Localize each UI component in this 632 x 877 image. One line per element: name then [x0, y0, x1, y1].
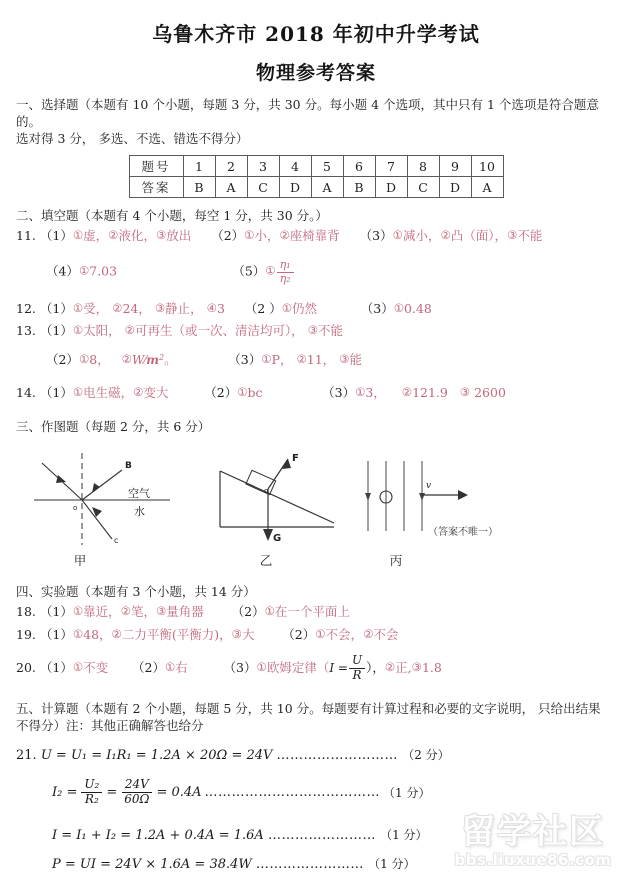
points-label: （1 分） — [383, 785, 431, 800]
circled-number-1-icon: ① — [78, 352, 90, 366]
question-number-12: 12. — [16, 301, 36, 316]
q14-part2-label: （2） — [204, 385, 238, 400]
q18-p2-a: 在一个平面上 — [274, 604, 350, 619]
q11-p4-a: 7.03 — [89, 263, 118, 279]
leader-dots: ………………………………… — [204, 784, 381, 800]
power-density-unit: $W⁄m^2$ — [131, 353, 165, 367]
leader-dots: ……………………… — [276, 748, 399, 763]
fraction-denominator: R — [352, 667, 362, 682]
q11-part2-label: （2） — [211, 228, 245, 243]
circled-number-2-icon: ② — [384, 659, 396, 674]
q13-part2-label: （2） — [45, 352, 79, 367]
q20-part1-label: （1） — [39, 659, 73, 675]
label-o: o — [73, 504, 78, 512]
q20-part2-label: （2） — [132, 659, 165, 675]
question-number-cell: 2 — [215, 156, 247, 177]
q21-expression-4: P = UI = 24V × 1.6A = 38.4W — [52, 856, 252, 872]
q19-p1-c: 大 — [241, 627, 255, 642]
fraction-numerator: η₁ — [277, 259, 294, 273]
q19-part2-label: （2） — [282, 627, 316, 642]
unit-denominator: m — [146, 353, 159, 367]
circled-number-2-icon: ② — [401, 385, 413, 399]
question-number-13: 13. — [16, 323, 36, 338]
q13-part1-label: （1） — [39, 323, 73, 338]
section-1-heading-line-1: 一、选择题（本题有 10 个小题，每题 3 分，共 30 分。每小题 4 个选项，其中只有 1 个选项是符合题意的。 — [16, 97, 599, 129]
ohms-law-close: ）， — [366, 659, 385, 675]
q19-p2-a: 不会， — [325, 627, 364, 642]
circled-number-1-icon: ① — [281, 301, 293, 315]
voltage-over-resistance-fraction — [81, 778, 102, 807]
answer-cell: A — [215, 177, 247, 198]
ohms-law-lhs: I = — [329, 660, 348, 675]
circled-number-2-icon: ② — [296, 352, 307, 366]
leader-dots: …………………… — [255, 856, 364, 872]
question-number-cell: 7 — [375, 156, 407, 177]
circled-number-1-icon: ① — [78, 263, 90, 278]
unit-numerator: W — [131, 353, 145, 367]
answer-line-q18 — [16, 602, 616, 621]
figure-bing-caption: 丙 — [389, 553, 403, 568]
figure-bing-note: （答案不唯一） — [428, 527, 498, 538]
circled-number-2-icon: ② — [363, 627, 374, 641]
q12-part3-label: （3） — [360, 301, 394, 316]
answer-line-q11-row1 — [16, 226, 616, 245]
circled-number-1-icon: ① — [72, 659, 84, 674]
q12-p1-c: 静止， — [165, 301, 203, 316]
circled-number-1-icon: ① — [264, 604, 275, 618]
points-label: （1 分） — [368, 856, 416, 871]
question-number-cell: 5 — [311, 156, 343, 177]
question-number-21: 21. — [16, 748, 37, 763]
circled-number-1-icon: ① — [72, 323, 84, 337]
circled-number-2-icon: ② — [440, 228, 451, 242]
fraction-numerator: U — [349, 654, 365, 669]
q12-part1-label: （1） — [39, 301, 73, 316]
q20-p3-a: 欧姆定律（ — [266, 659, 330, 675]
circled-number-1-icon: ① — [392, 228, 403, 242]
circled-number-1-icon: ① — [72, 385, 84, 399]
circled-number-3-icon: ③ — [339, 352, 350, 366]
q19-p1-a: 48， — [83, 627, 112, 642]
q21-line-3 — [16, 826, 616, 843]
answer-line-q19 — [16, 625, 616, 644]
question-number-cell: 8 — [407, 156, 439, 177]
label-b: B — [125, 461, 132, 471]
circled-number-4-icon: ④ — [206, 301, 217, 315]
q12-p1-a: 受， — [83, 301, 109, 316]
circled-number-1-icon: ① — [355, 385, 366, 399]
circled-number-1-icon: ① — [72, 301, 84, 315]
points-label: （1 分） — [380, 827, 428, 842]
question-number-cell: 4 — [279, 156, 311, 177]
fraction-numerator: 24V — [122, 778, 152, 793]
q13-p1-a: 太阳， — [83, 323, 121, 338]
q21-expression-1: U = U₁ = I₁R₁ = 1.2A × 20Ω = 24V — [40, 748, 273, 763]
question-number-cell: 9 — [439, 156, 471, 177]
q13-p2-a: 8， — [89, 352, 110, 367]
circled-number-1-icon: ① — [315, 627, 326, 641]
label-v: v — [426, 481, 432, 491]
circled-number-3-icon: ③ — [307, 323, 319, 337]
q12-p1-d: 3 — [216, 301, 225, 316]
label-air: 空气 — [128, 487, 150, 500]
section-5-heading-line-2: 不得分）注：其他正确解答也给分 — [16, 718, 204, 733]
question-number-11: 11. — [16, 228, 36, 243]
efficiency-ratio-fraction — [277, 259, 294, 285]
q12-p2-a: 仍然 — [292, 301, 318, 316]
q21-line2-result: = 0.4A — [156, 784, 202, 800]
q13-p3-c: 能 — [349, 352, 362, 367]
question-number-14: 14. — [16, 385, 36, 400]
fraction-numerator: U₂ — [81, 778, 102, 793]
answer-cell: B — [343, 177, 375, 198]
q21-line-2 — [16, 778, 616, 807]
answer-cell: C — [407, 177, 439, 198]
q14-part1-label: （1） — [39, 385, 73, 400]
q14-p1-a: 电生磁， — [83, 385, 134, 400]
answer-cell: A — [311, 177, 343, 198]
q11-part5-label: （5） — [232, 263, 266, 279]
fraction-denominator: 60Ω — [124, 791, 150, 806]
figure-yi-caption: 乙 — [259, 553, 273, 568]
answer-cell: D — [375, 177, 407, 198]
question-number-cell: 10 — [471, 156, 503, 177]
answer-cell: A — [471, 177, 503, 198]
question-number-cell: 1 — [183, 156, 215, 177]
q20-p3-b: 正, — [395, 659, 412, 675]
answer-line-q20 — [16, 654, 616, 684]
q14-p2-a: bc — [247, 385, 263, 400]
circled-number-1-icon: ① — [237, 385, 248, 399]
label-c: c — [114, 536, 119, 545]
fraction-denominator: R₂ — [84, 791, 99, 806]
answer-line-q11-row2 — [16, 259, 616, 289]
q13-p1-c: 不能 — [318, 323, 344, 338]
q18-p1-c: 量角器 — [166, 604, 204, 619]
q19-p1-b: 二力平衡(平衡力)， — [121, 627, 232, 642]
q18-part2-label: （2） — [231, 604, 265, 619]
circled-number-1-icon: ① — [393, 301, 405, 315]
table-header-question: 题号 — [129, 156, 183, 177]
q11-part1-label: （1） — [39, 228, 73, 243]
q14-p3-a: 3， — [365, 385, 386, 400]
page-title: 乌鲁木齐市 2018 年初中升学考试 — [152, 22, 480, 46]
q12-p3-a: 0.48 — [404, 301, 432, 316]
circled-number-3-icon: ③ — [155, 604, 167, 618]
question-number-19: 19. — [16, 627, 36, 642]
multiple-choice-answer-table — [129, 155, 504, 198]
circled-number-1-icon: ① — [265, 263, 276, 278]
circled-number-3-icon: ③ — [155, 228, 167, 242]
q11-p1-c: 放出 — [166, 228, 192, 243]
q11-p2-b: 座椅靠背 — [289, 228, 340, 243]
answer-line-q13-row2 — [16, 349, 616, 375]
q11-p1-a: 虚， — [83, 228, 109, 243]
label-f: F — [292, 453, 299, 464]
fraction-denominator: η₂ — [279, 271, 291, 285]
circled-number-3-icon: ③ — [231, 627, 242, 641]
section-5-heading — [16, 700, 616, 734]
table-header-answer: 答案 — [129, 177, 183, 198]
q20-p2-a: 右 — [175, 659, 188, 675]
circled-number-3-icon: ③ — [507, 228, 518, 242]
q12-part2-label: （2 ） — [244, 301, 282, 316]
question-number-20: 20. — [16, 659, 36, 675]
numeric-fraction-24v-60ohm — [121, 778, 152, 807]
circled-number-3-icon: ③ — [459, 385, 471, 399]
q11-p1-b: 液化， — [118, 228, 156, 243]
refraction-diagram-svg — [30, 445, 190, 550]
q11-p3-a: 减小， — [402, 228, 441, 243]
section-1-heading-line-2: 选对得 3 分， 多选、不选、错选不得分） — [16, 131, 249, 146]
circled-number-2-icon: ② — [111, 627, 122, 641]
circled-number-2-icon: ② — [124, 323, 135, 337]
circled-number-2-icon: ② — [133, 385, 144, 399]
q13-p2-b-tail: 。 — [164, 352, 177, 367]
drawing-problems-figures — [16, 441, 616, 569]
q11-p3-b: 凸（面）， — [450, 228, 508, 243]
inclined-plane-diagram-svg — [212, 449, 362, 549]
answer-cell: B — [183, 177, 215, 198]
circled-number-2-icon: ② — [120, 604, 131, 618]
answer-line-q12 — [16, 299, 616, 318]
circled-number-3-icon: ③ — [154, 301, 166, 315]
answer-cell: D — [439, 177, 471, 198]
q11-p3-c: 不能 — [517, 228, 543, 243]
answer-line-q14 — [16, 383, 616, 402]
q11-part3-label: （3） — [359, 228, 393, 243]
circled-number-3-icon: ③ — [411, 659, 422, 674]
circled-number-1-icon: ① — [164, 659, 176, 674]
circled-number-1-icon: ① — [72, 604, 84, 618]
circled-number-1-icon: ① — [244, 228, 255, 242]
q11-p2-a: 小， — [254, 228, 280, 243]
q18-p1-a: 靠近， — [83, 604, 121, 619]
q21-line2-lhs: I₂ = — [52, 784, 78, 800]
q21-line-4 — [16, 855, 616, 872]
ohms-law-fraction — [349, 654, 365, 683]
q21-line-1 — [16, 746, 616, 763]
figure-jia-caption: 甲 — [73, 553, 87, 568]
section-1-heading — [16, 96, 616, 147]
answer-sheet-page — [0, 18, 632, 877]
watermark-url: bbs.liuxue86.com — [454, 851, 612, 869]
table-row-answers — [129, 177, 503, 198]
q11-part4-label: （4） — [45, 263, 79, 279]
circled-number-1-icon: ① — [72, 627, 84, 641]
section-3-heading: 三、作图题（每题 2 分，共 6 分） — [16, 419, 211, 434]
q14-p3-b: 121.9 — [412, 385, 448, 400]
section-2-heading: 二、填空题（本题有 4 个小题，每空 1 分，共 30 分。） — [16, 208, 328, 223]
circled-number-1-icon: ① — [72, 228, 84, 242]
circled-number-2-icon: ② — [108, 228, 119, 242]
question-number-cell: 3 — [247, 156, 279, 177]
q13-p1-b: 可再生（或一次、清洁均可）， — [134, 323, 304, 338]
points-label: （2 分） — [402, 748, 450, 762]
q20-part3-label: （3） — [223, 659, 257, 675]
q19-part1-label: （1） — [39, 627, 73, 642]
answer-cell: D — [279, 177, 311, 198]
q20-p1-a: 不变 — [83, 659, 109, 675]
q12-p1-b: 24， — [122, 301, 151, 316]
q21-line2-equals: = — [106, 784, 118, 800]
q21-expression-3: I = I₁ + I₂ = 1.2A + 0.4A = 1.6A — [52, 827, 264, 843]
q18-p1-b: 笔， — [130, 604, 156, 619]
label-g: G — [273, 533, 282, 544]
unit-denominator-exponent: 2 — [159, 353, 165, 362]
q13-part3-label: （3） — [228, 352, 262, 367]
label-o: o — [264, 487, 269, 495]
circled-number-2-icon: ② — [279, 228, 290, 242]
figure-jia-refraction — [30, 445, 190, 554]
figure-yi-inclined-plane — [212, 449, 362, 553]
answer-cell: C — [247, 177, 279, 198]
leader-dots: …………………… — [267, 827, 376, 843]
section-5-heading-line-1: 五、计算题（本题有 2 个小题，每题 5 分，共 10 分。每题要有计算过程和必要的文字说明， 只给出结果 — [16, 701, 601, 716]
q13-p3-b: 11， — [306, 352, 336, 367]
circled-number-2-icon: ② — [112, 301, 123, 315]
section-4-heading: 四、实验题（本题有 3 个小题，共 14 分） — [16, 584, 256, 599]
q20-p3-c: 1.8 — [421, 659, 442, 675]
q13-p3-a: P， — [271, 352, 293, 367]
q18-part1-label: （1） — [39, 604, 73, 619]
q19-p2-b: 不会 — [373, 627, 399, 642]
page-subtitle: 物理参考答案 — [255, 62, 376, 84]
watermark-brand: 留学社区 — [461, 812, 605, 852]
question-number-18: 18. — [16, 604, 36, 619]
answer-table-wrapper — [16, 155, 616, 198]
circled-number-2-icon: ② — [121, 352, 132, 366]
question-number-cell: 6 — [343, 156, 375, 177]
q14-p3-c: 2600 — [474, 385, 506, 400]
circled-number-1-icon: ① — [256, 659, 267, 674]
q14-part3-label: （3） — [322, 385, 356, 400]
label-water: 水 — [134, 505, 145, 518]
table-row-question-numbers — [129, 156, 503, 177]
answer-line-q13-row1 — [16, 321, 616, 340]
circled-number-1-icon: ① — [261, 352, 272, 366]
q14-p1-b: 变大 — [143, 385, 169, 400]
